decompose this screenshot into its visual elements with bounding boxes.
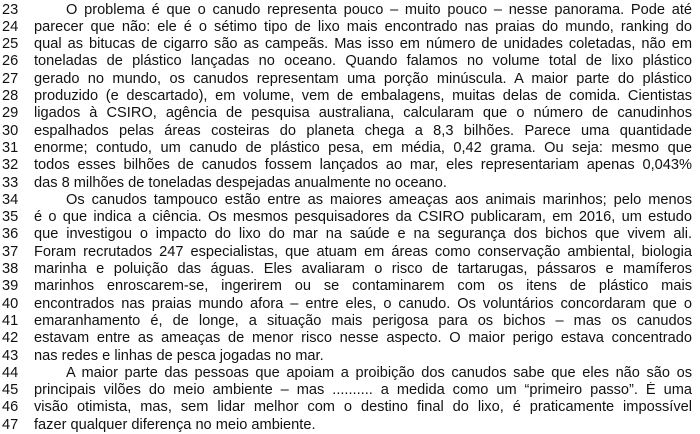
line-text: Foram recrutados 247 especialistas, que atuam em áreas como conservação ambiental, biologia bbox=[34, 243, 692, 260]
line-number: 34 bbox=[2, 191, 19, 208]
text-line bbox=[0, 71, 700, 88]
line-text: enorme; contudo, um canudo de plástico pesa, em média, 0,42 grama. Ou seja: mesmo que bbox=[34, 139, 692, 156]
line-number: 44 bbox=[2, 364, 19, 381]
line-number: 35 bbox=[2, 209, 19, 226]
line-number: 38 bbox=[2, 261, 19, 277]
line-number: 47 bbox=[2, 416, 19, 433]
text-line bbox=[0, 382, 700, 399]
line-number: 24 bbox=[2, 18, 19, 35]
line-text: principais vilões do meio ambiente – mas .......... a medida como um “primeiro passo”. É uma bbox=[34, 382, 692, 399]
line-text: que investigou o impacto do lixo do mar na saúde e na segurança dos bichos que vivem ali. bbox=[34, 226, 692, 243]
line-text: visão otimista, mas, sem lidar melhor com o destino final do lixo, é praticamente impossível bbox=[34, 399, 692, 416]
line-text: emaranhamento é, de longe, a situação mais perigosa para os bichos – mas os canudos bbox=[34, 312, 692, 329]
line-number: 40 bbox=[2, 295, 19, 312]
line-number: 33 bbox=[2, 174, 19, 191]
line-text: fazer qualquer diferença no meio ambiente. bbox=[34, 416, 316, 433]
line-number: 26 bbox=[2, 53, 19, 70]
line-number: 30 bbox=[2, 122, 19, 139]
line-number: 39 bbox=[2, 278, 19, 295]
text-line bbox=[0, 53, 700, 70]
text-line bbox=[0, 123, 700, 140]
line-text: Os canudos tampouco estão entre as maiores ameaças aos animais marinhos; pelo menos bbox=[66, 191, 692, 208]
line-text: espalhados pelas áreas costeiras do planeta chega a 8,3 bilhões. Parece uma quantidade bbox=[34, 122, 692, 139]
text-line bbox=[0, 140, 700, 157]
line-text: marinha e poluição das águas. Eles avaliaram o risco de tartarugas, pássaros e mamíferos bbox=[34, 261, 692, 277]
line-number: 32 bbox=[2, 157, 19, 174]
line-number: 43 bbox=[2, 347, 19, 364]
text-line bbox=[0, 157, 700, 174]
line-text: encontrados nas praias mundo afora – entre eles, o canudo. Os voluntários concordaram que o bbox=[34, 295, 692, 312]
line-number: 36 bbox=[2, 226, 19, 243]
text-line bbox=[0, 399, 700, 416]
line-text: é o que indica a ciência. Os mesmos pesquisadores da CSIRO publicaram, em 2016, um estudo bbox=[34, 209, 692, 226]
text-line bbox=[0, 261, 700, 278]
line-text: toneladas de plástico lançadas no oceano. Quando falamos no volume total de lixo plástico bbox=[34, 53, 692, 70]
text-line bbox=[0, 2, 700, 19]
text-line bbox=[0, 226, 700, 243]
line-text: marinhos enroscarem-se, ingerirem ou se contaminarem com os itens de plástico mais bbox=[34, 278, 692, 295]
line-number: 23 bbox=[2, 1, 19, 18]
line-text: estavam entre as ameaças de menor risco nesse aspecto. O maior perigo estava concentrado bbox=[34, 330, 692, 347]
line-number: 28 bbox=[2, 88, 19, 104]
line-number: 31 bbox=[2, 139, 19, 156]
line-text: das 8 milhões de toneladas despejadas anualmente no oceano. bbox=[34, 174, 447, 191]
text-line bbox=[0, 175, 700, 192]
text-line bbox=[0, 313, 700, 330]
line-number: 42 bbox=[2, 330, 19, 347]
text-line bbox=[0, 278, 700, 295]
text-line bbox=[0, 330, 700, 347]
line-number: 27 bbox=[2, 70, 19, 87]
text-line bbox=[0, 105, 700, 122]
line-text: produzido (e descartado), em volume, vem de embalagens, muitas delas de comida. Cientistas bbox=[34, 88, 692, 104]
text-line bbox=[0, 296, 700, 313]
line-number: 45 bbox=[2, 382, 19, 399]
line-text: parecer que não: ele é o sétimo tipo de lixo mais encontrado nas praias do mundo, ranking do bbox=[34, 18, 692, 35]
text-line bbox=[0, 417, 700, 434]
text-line bbox=[0, 348, 700, 365]
line-text: gerado no mundo, os canudos representam uma porção minúscula. A maior parte do plástico bbox=[34, 70, 692, 87]
text-line bbox=[0, 192, 700, 209]
line-number: 41 bbox=[2, 312, 19, 329]
line-text: nas redes e linhas de pesca jogadas no mar. bbox=[34, 347, 324, 364]
text-line bbox=[0, 88, 700, 105]
line-number: 29 bbox=[2, 105, 19, 122]
line-text: O problema é que o canudo representa pouco – muito pouco – nesse panorama. Pode até bbox=[66, 1, 692, 18]
line-text: qual as bitucas de cigarro são as campeãs. Mas isso em número de unidades coletadas, não em bbox=[34, 36, 692, 53]
text-line bbox=[0, 365, 700, 382]
line-number: 25 bbox=[2, 36, 19, 53]
text-line bbox=[0, 36, 700, 53]
text-line bbox=[0, 244, 700, 261]
text-line bbox=[0, 209, 700, 226]
text-line bbox=[0, 19, 700, 36]
line-number: 37 bbox=[2, 243, 19, 260]
line-number: 46 bbox=[2, 399, 19, 416]
line-text: A maior parte das pessoas que apoiam a proibição dos canudos sabe que eles não são os bbox=[66, 364, 692, 381]
line-text: ligados à CSIRO, agência de pesquisa australiana, calcularam que o número de canudinhos bbox=[34, 105, 692, 122]
line-text: todos esses bilhões de canudos fossem lançados ao mar, eles representariam apenas 0,043% bbox=[34, 157, 692, 174]
